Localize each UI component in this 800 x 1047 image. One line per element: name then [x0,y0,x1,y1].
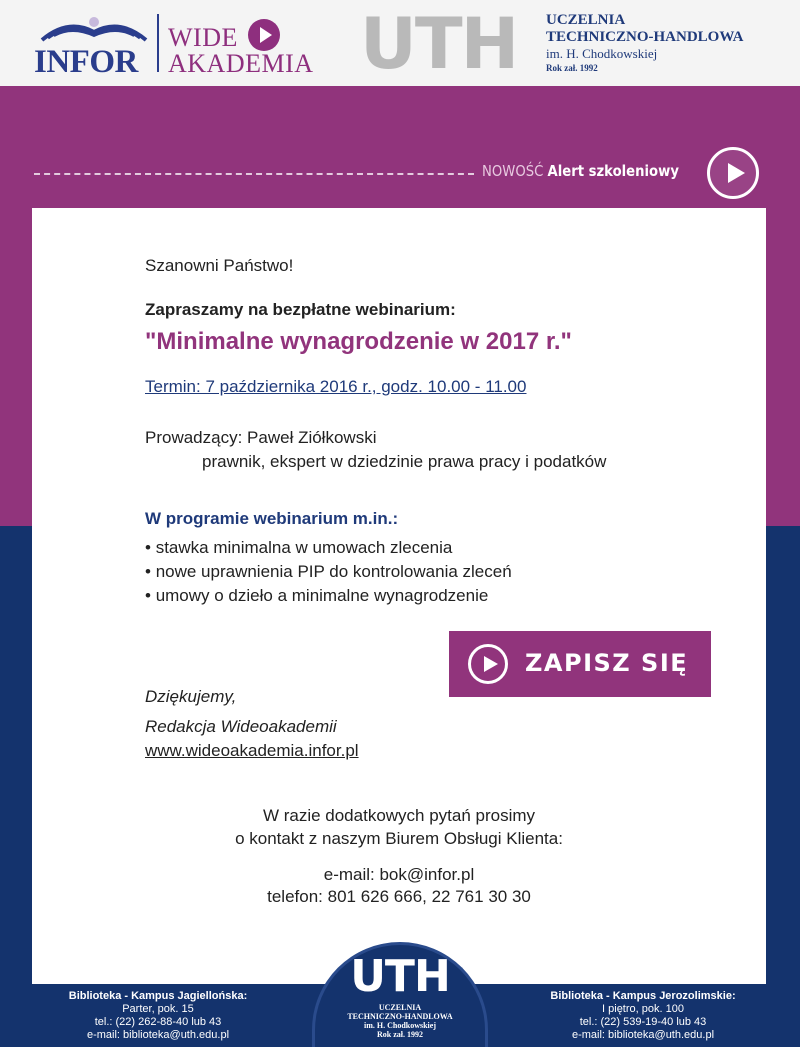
footer-email[interactable]: e-mail: biblioteka@uth.edu.pl [571,1029,715,1041]
alert-new-badge: NOWOŚĆ [482,162,544,180]
uth-header-text [546,12,786,74]
logo-divider [157,14,159,72]
alert-dashed-line [34,173,474,175]
contact-line1: W razie dodatkowych pytań prosimy [262,806,536,825]
thanks-line: Dziękujemy, [145,687,237,706]
infor-logo[interactable] [34,14,154,80]
uth-name-line1: UCZELNIA [378,1003,422,1012]
webinar-title: "Minimalne wynagrodzenie w 2017 r." [145,328,572,355]
footer-heading: Biblioteka - Kampus Jagiellońska: [68,990,248,1002]
alert-title: Alert szkoleniowy [547,162,679,180]
greeting: Szanowni Państwo! [145,256,294,275]
presenter: Prowadzący: Paweł Ziółkowski [145,428,377,447]
alert-play-icon[interactable] [707,147,759,199]
uth-name-line3: im. H. Chodkowskiej [363,1021,436,1030]
program-heading: W programie webinarium m.in.: [145,509,399,528]
play-icon [468,644,508,684]
invite-text: Zapraszamy na bezpłatne webinarium: [145,300,456,319]
footer-phone: tel.: (22) 539-19-40 lub 43 [579,1016,707,1028]
uth-block-letters: UTH [360,3,518,85]
footer-heading: Biblioteka - Kampus Jerozolimskie: [550,990,736,1002]
signature-line: Redakcja Wideoakademii [145,717,337,736]
open-book-icon [38,14,150,44]
footer-uth-badge[interactable] [312,942,488,1047]
footer-uth-text [315,1003,485,1039]
uth-name-line2: TECHNICZNO-HANDLOWA [546,29,744,45]
webinar-term-link[interactable]: Termin: 7 października 2016 r., godz. 10.00 - 11.00 [145,377,527,396]
footer-library-jagiellonska [33,990,283,1042]
signup-label: ZAPISZ SIĘ [525,649,689,677]
header [0,0,800,86]
uth-block-letters: UTH [350,951,450,1002]
uth-name-line1: UCZELNIA [546,12,626,28]
contact-line2: o kontakt z naszym Biurem Obsługi Klienta: [235,829,563,848]
wideoakademia-logo[interactable] [168,14,328,76]
list-item: • nowe uprawnienia PIP do kontrolowania zleceń [145,560,512,584]
content-card [32,208,766,984]
alert-label[interactable] [482,162,679,180]
footer-library-jerozolimskie [518,990,768,1042]
contact-phone: telefon: 801 626 666, 22 761 30 30 [267,887,531,906]
presenter-role: prawnik, ekspert w dziedzinie prawa pracy i podatków [202,452,607,471]
program-list [145,536,512,608]
uth-logo[interactable] [360,3,540,85]
footer-email[interactable]: e-mail: biblioteka@uth.edu.pl [86,1029,230,1041]
footer-room: I piętro, pok. 100 [602,1003,684,1015]
uth-founded: Rok zał. 1992 [546,63,598,73]
footer-phone: tel.: (22) 262-88-40 lub 43 [94,1016,222,1028]
uth-name-line2: TECHNICZNO-HANDLOWA [347,1012,453,1021]
infor-wordmark: INFOR [34,44,138,80]
play-icon [248,19,280,51]
akademia-wordmark: AKADEMIA [168,49,314,78]
footer-room: Parter, pok. 15 [122,1003,194,1015]
uth-name-line3: im. H. Chodkowskiej [546,46,658,61]
list-item: • umowy o dzieło a minimalne wynagrodzenie [145,584,512,608]
wideo-wordmark: WIDE [168,23,238,52]
contact-email[interactable]: e-mail: bok@infor.pl [323,865,475,884]
list-item: • stawka minimalna w umowach zlecenia [145,536,512,560]
website-link[interactable]: www.wideoakademia.infor.pl [145,741,359,760]
uth-founded: Rok zał. 1992 [377,1030,423,1039]
signup-button[interactable] [449,631,711,697]
